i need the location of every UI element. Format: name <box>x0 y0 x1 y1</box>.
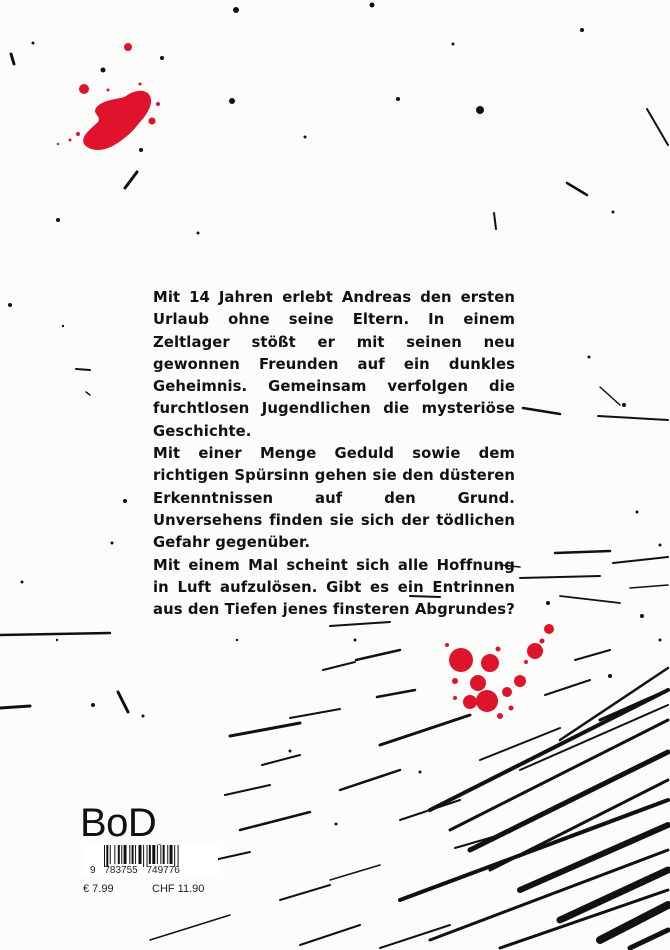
barcode-bar <box>139 845 142 864</box>
barcode-bar <box>143 845 144 867</box>
barcode-bar <box>110 845 111 864</box>
barcode-bar <box>157 845 158 864</box>
barcode-bar <box>147 845 148 867</box>
barcode-bar <box>135 845 136 864</box>
isbn-group-2: 749776 <box>146 865 180 876</box>
barcode-bar <box>149 845 151 864</box>
blurb-paragraph: Mit einer Menge Geduld sowie dem richtigen Spürsinn gehen sie den düsteren Erkenntnissen auf den Grund. Unversehens finden sie sich der tödlichen Gefahr gegenüber. <box>153 445 515 552</box>
isbn-barcode <box>82 845 218 877</box>
barcode-bar <box>170 845 173 864</box>
barcode-bar <box>114 845 115 864</box>
price-chf: CHF 11.90 <box>152 883 205 895</box>
barcode-bar <box>121 845 122 864</box>
publisher-logo: BoD <box>80 801 157 845</box>
isbn-group-1: 783755 <box>104 865 138 876</box>
back-cover-blurb <box>153 287 515 621</box>
barcode-bar <box>129 845 130 864</box>
price-euro: € 7.99 <box>83 883 114 895</box>
barcode-bar <box>152 845 155 864</box>
barcode-bar <box>178 845 179 867</box>
barcode-bar <box>106 845 108 867</box>
blurb-paragraph: Mit 14 Jahren erlebt Andreas den ersten Urlaub ohne seine Eltern. In einem Zeltlager stößt er mit seinen neu gewonnen Freunden auf ein dunkles Geheimnis. Gemeinsam verfolgen die furchtlosen Jugendlichen die mysteriöse Geschichte. <box>153 289 515 440</box>
barcode-bar <box>124 845 127 864</box>
barcode-bar <box>163 845 165 864</box>
barcode-bars <box>104 845 208 867</box>
isbn-number <box>90 865 180 876</box>
barcode-bar <box>104 845 105 867</box>
barcode-bar <box>118 845 120 864</box>
barcode-bar <box>174 845 175 867</box>
isbn-prefix: 9 <box>90 865 96 876</box>
blurb-paragraph: Mit einem Mal scheint sich alle Hoffnung in Luft aufzulösen. Gibt es ein Entrinnen aus den Tiefen jenes finsteren Abgrundes? <box>153 556 515 619</box>
barcode-bar <box>167 845 168 864</box>
barcode-bar <box>132 845 134 864</box>
barcode-bar <box>160 845 161 864</box>
